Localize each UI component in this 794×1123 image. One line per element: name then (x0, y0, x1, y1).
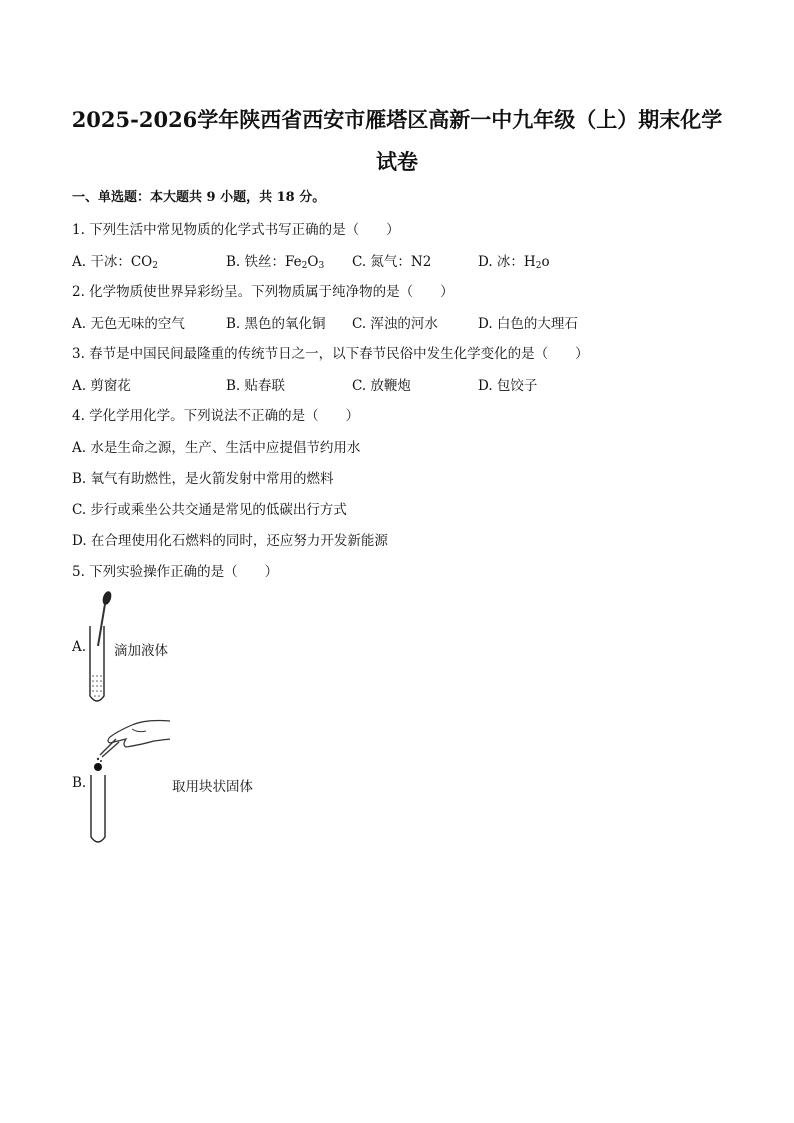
question-2-options (72, 312, 722, 332)
question-1-stem: 1. 下列生活中常见物质的化学式书写正确的是（ ） (72, 222, 400, 238)
q5-option-a-caption: 滴加液体 (114, 643, 168, 659)
question-4-stem: 4. 学化学用化学。下列说法不正确的是（ ） (72, 408, 360, 424)
q3-option-a: A. 剪窗花 (72, 378, 131, 394)
exam-title-line1: 2025-2026学年陕西省西安市雁塔区高新一中九年级（上）期末化学 (71, 107, 723, 132)
q1-option-b: B. 铁丝：$Fe_2O_3$ (226, 254, 325, 271)
question-2-stem: 2. 化学物质使世界异彩纷呈。下列物质属于纯净物的是（ ） (72, 284, 454, 300)
exam-title-line2: 试卷 (376, 149, 418, 174)
q1-option-a: A. 干冰：$CO_2$ (72, 254, 158, 271)
q5-option-b-label: B. (72, 775, 87, 791)
section-heading: 一、单选题：本大题共 9 小题，共 18 分。 (72, 190, 326, 205)
q4-option-b: B. 氧气有助燃性，是火箭发射中常用的燃料 (72, 471, 334, 487)
q3-option-d: D. 包饺子 (478, 378, 538, 394)
q3-option-c: C. 放鞭炮 (352, 378, 411, 394)
tweezers-solid-test-tube-illustration (84, 715, 174, 847)
q3-option-b: B. 贴春联 (226, 378, 286, 394)
q2-option-a: A. 无色无味的空气 (72, 316, 185, 332)
question-1-options (72, 250, 722, 270)
q4-option-c: C. 步行或乘坐公共交通是常见的低碳出行方式 (72, 502, 347, 518)
q5-option-b-caption: 取用块状固体 (172, 779, 253, 795)
q2-option-b: B. 黑色的氧化铜 (226, 316, 326, 332)
q1-option-d: D. 冰：$H_2o$ (478, 254, 550, 271)
q1-option-c: C. 氮气：N2 (352, 254, 432, 270)
q4-option-a: A. 水是生命之源，生产、生活中应提倡节约用水 (72, 440, 361, 456)
q4-option-d: D. 在合理使用化石燃料的同时，还应努力开发新能源 (72, 533, 388, 549)
question-5-stem: 5. 下列实验操作正确的是（ ） (72, 564, 279, 580)
q2-option-d: D. 白色的大理石 (478, 316, 578, 332)
q2-option-c: C. 浑浊的河水 (352, 316, 438, 332)
question-3-options (72, 374, 722, 394)
q5-option-a-label: A. (72, 639, 87, 655)
question-3-stem: 3. 春节是中国民间最隆重的传统节日之一，以下春节民俗中发生化学变化的是（ ） (72, 346, 589, 362)
